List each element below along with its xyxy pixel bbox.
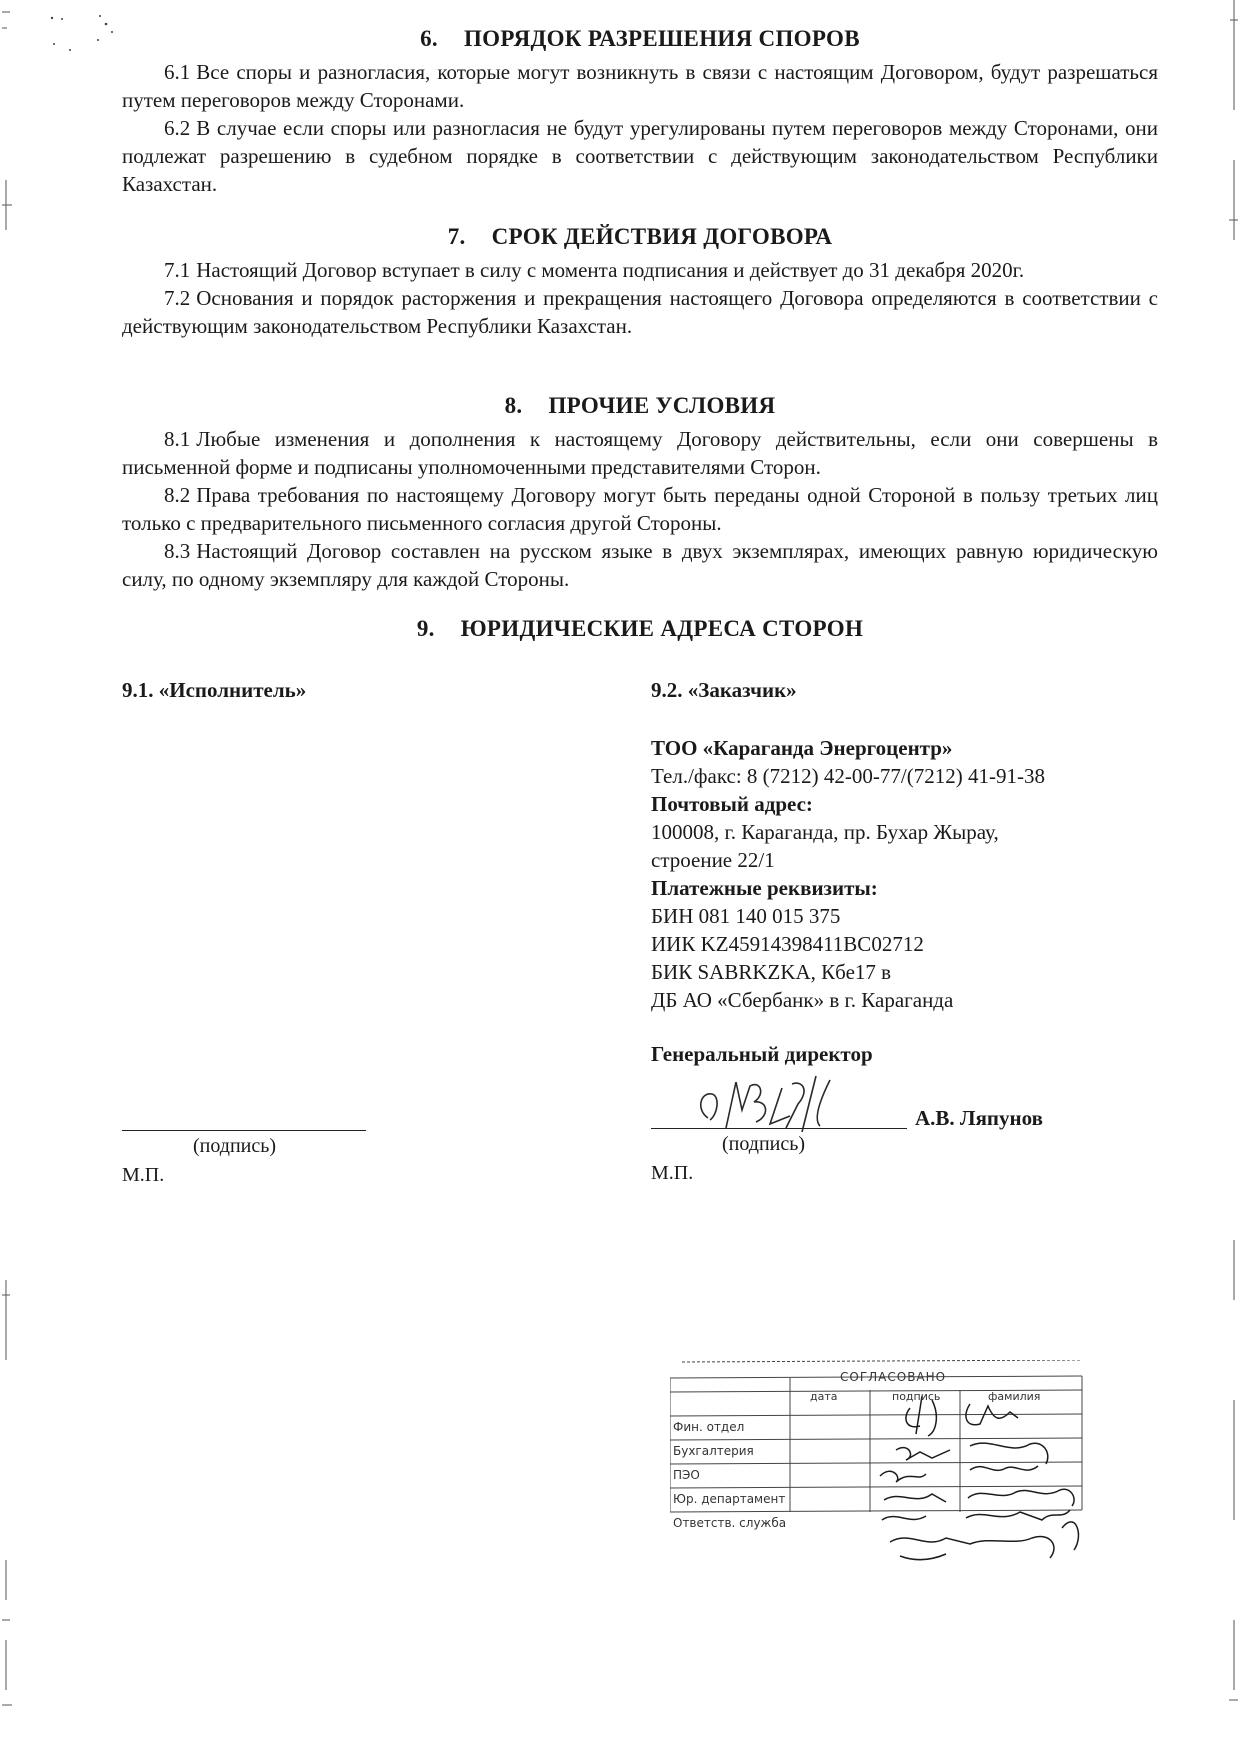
customer-phone: Тел./факс: 8 (7212) 42-00-77/(7212) 41-91-38: [651, 764, 1045, 788]
clause-6-2: 6.2 В случае если споры или разногласия не будут урегулированы путем переговоров между Сторонами, они подлежат разрешению в судебном порядке в соответствии с действующим законодательством Республики Казахстан.: [122, 116, 1158, 196]
executor-signature-line: [122, 1130, 366, 1131]
approval-row-peo: ПЭО: [673, 1468, 700, 1482]
section-heading: 8. ПРОЧИЕ УСЛОВИЯ: [504, 393, 776, 418]
section-disputes: [122, 24, 1158, 198]
scan-edge-right: [1226, 0, 1240, 1754]
approval-row-accounting: Бухгалтерия: [673, 1444, 754, 1458]
customer-company: ТОО «Караганда Энергоцентр»: [651, 736, 953, 760]
section-heading: 9. ЮРИДИЧЕСКИЕ АДРЕСА СТОРОН: [416, 616, 864, 641]
customer-position: Генеральный директор: [651, 1042, 873, 1066]
approval-row-finance: Фин. отдел: [673, 1420, 745, 1434]
section-term: [122, 222, 1158, 340]
section-heading: 6. ПОРЯДОК РАЗРЕШЕНИЯ СПОРОВ: [420, 26, 860, 51]
section-other-terms: [122, 391, 1158, 593]
approval-row-responsible: Ответств. служба: [673, 1516, 787, 1530]
clause-8-3: 8.3 Настоящий Договор составлен на русском языке в двух экземплярах, имеющих равную юридическую силу, по одному экземпляру для каждой Стороны.: [122, 539, 1158, 591]
customer-block: [651, 676, 1131, 1068]
approval-col-date: дата: [810, 1390, 838, 1403]
approval-stamp: [670, 1360, 1090, 1575]
clause-8-2: 8.2 Права требования по настоящему Договору могут быть переданы одной Стороной в пользу третьих лиц только с предварительного письменного согласия другой Стороны.: [122, 483, 1158, 535]
executor-signature-caption: (подпись): [193, 1135, 277, 1157]
executor-stamp-place: М.П.: [122, 1164, 165, 1186]
clause-6-1: 6.1 Все споры и разногласия, которые могут возникнуть в связи с настоящим Договором, будут разрешаться путем переговоров между Сторонами.: [122, 60, 1158, 112]
section-addresses: [122, 614, 1158, 648]
customer-postal-line: 100008, г. Караганда, пр. Бухар Жырау,: [651, 820, 999, 844]
scan-edge-left: [0, 0, 14, 1754]
customer-bin: БИН 081 140 015 375: [651, 904, 841, 928]
customer-heading: 9.2. «Заказчик»: [651, 678, 797, 702]
customer-iik: ИИК KZ45914398411BC02712: [651, 932, 924, 956]
approval-stamp-title: СОГЛАСОВАНО: [840, 1370, 947, 1384]
customer-handwritten-signature: [690, 1070, 870, 1140]
scan-specks: [40, 10, 130, 60]
customer-bik: БИК SABRKZKA, Кбе17 в: [651, 960, 892, 984]
clause-8-1: 8.1 Любые изменения и дополнения к настоящему Договору действительны, если они совершены в письменной форме и подписаны уполномоченными представителями Сторон.: [122, 427, 1158, 479]
approval-col-surname: фамилия: [988, 1390, 1041, 1403]
clause-7-2: 7.2 Основания и порядок расторжения и прекращения настоящего Договора определяются в соответствии с действующим законодательством Республики Казахстан.: [122, 286, 1158, 338]
clause-7-1: 7.1 Настоящий Договор вступает в силу с момента подписания и действует до 31 декабря 2020г.: [164, 258, 1025, 282]
approval-col-signature: подпись: [892, 1390, 941, 1403]
customer-stamp-place: М.П.: [651, 1162, 694, 1184]
executor-heading: 9.1. «Исполнитель»: [122, 678, 307, 702]
approval-row-legal: Юр. департамент: [673, 1492, 786, 1506]
customer-payment-label: Платежные реквизиты:: [651, 876, 878, 900]
customer-postal-label: Почтовый адрес:: [651, 792, 813, 816]
customer-signature-caption: (подпись): [722, 1133, 806, 1155]
customer-bank: ДБ АО «Сбербанк» в г. Караганда: [651, 988, 954, 1012]
customer-signer-name: А.В. Ляпунов: [915, 1106, 1043, 1130]
customer-postal-line: строение 22/1: [651, 848, 775, 872]
section-heading: 7. СРОК ДЕЙСТВИЯ ДОГОВОРА: [447, 224, 833, 249]
